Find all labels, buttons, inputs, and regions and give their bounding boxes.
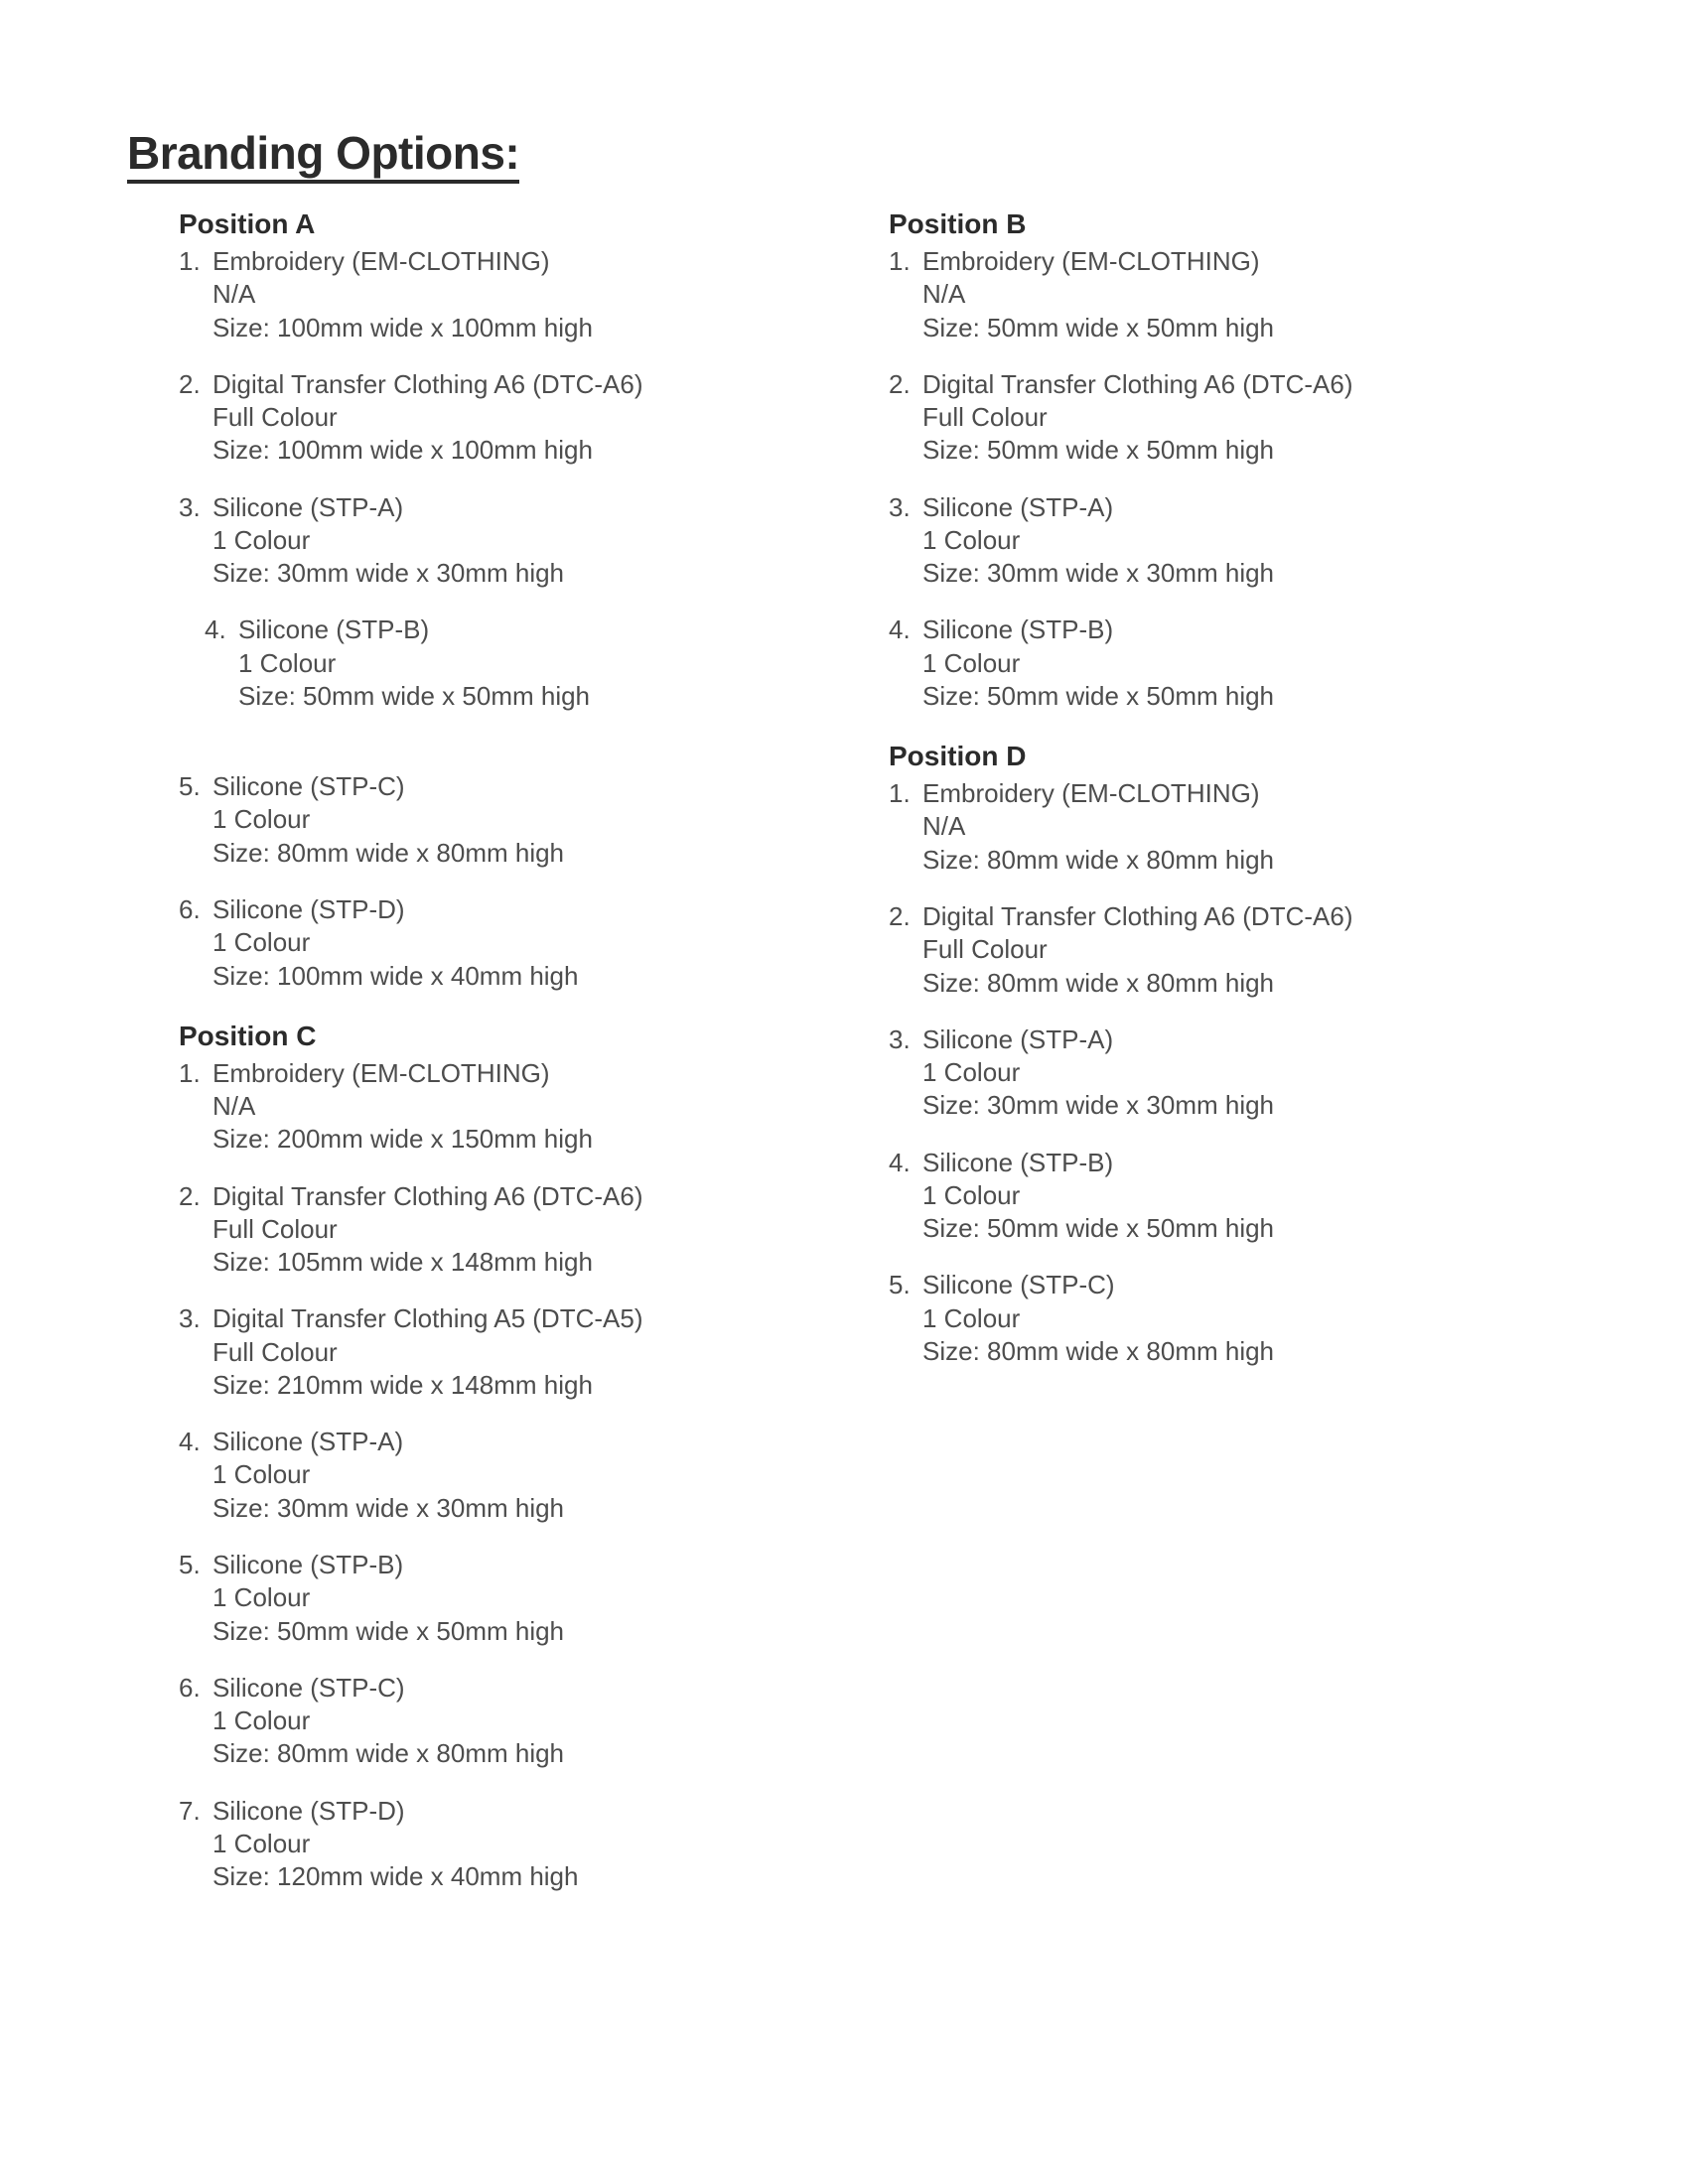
option-title: Digital Transfer Clothing A6 (DTC-A6) [212, 1180, 643, 1211]
option-number: 3. [889, 491, 911, 522]
position-block-b [889, 206, 1584, 713]
option-title-line [179, 1057, 874, 1090]
branding-option [889, 245, 1584, 344]
option-number: 5. [179, 771, 201, 802]
option-size: Size: 50mm wide x 50mm high [238, 680, 591, 711]
option-title: Silicone (STP-A) [922, 1024, 1114, 1054]
option-title-line [889, 1024, 1584, 1056]
branding-option [179, 1180, 874, 1280]
option-number: 3. [889, 1024, 911, 1054]
option-size: Size: 30mm wide x 30mm high [922, 1090, 1275, 1121]
option-title-line [179, 1549, 874, 1581]
branding-option [179, 1302, 874, 1402]
option-number: 5. [889, 1270, 911, 1300]
option-number: 1. [889, 246, 911, 276]
option-title-line [179, 491, 874, 524]
option-size: Size: 120mm wide x 40mm high [212, 1861, 579, 1892]
option-title-line [889, 777, 1584, 810]
option-colour: Full Colour [922, 402, 1048, 433]
option-colour: 1 Colour [238, 647, 337, 678]
option-number: 2. [889, 900, 911, 931]
option-colour: 1 Colour [922, 1302, 1021, 1333]
option-title-line [889, 614, 1584, 646]
position-c-heading: Position C [179, 1020, 317, 1051]
option-colour: N/A [922, 811, 966, 842]
option-title-line [205, 614, 874, 646]
option-colour: N/A [212, 1091, 256, 1122]
option-number: 5. [179, 1549, 201, 1579]
option-size: Size: 80mm wide x 80mm high [922, 967, 1275, 998]
option-size: Size: 30mm wide x 30mm high [922, 558, 1275, 589]
option-title-line [889, 1147, 1584, 1179]
position-block-d [889, 739, 1584, 1368]
option-colour: 1 Colour [212, 804, 311, 835]
option-number: 4. [889, 1147, 911, 1177]
option-size: Size: 80mm wide x 80mm high [922, 844, 1275, 875]
option-colour: Full Colour [212, 402, 338, 433]
option-size: Size: 80mm wide x 80mm high [212, 837, 565, 868]
branding-option [889, 1024, 1584, 1123]
option-title-line [889, 1269, 1584, 1301]
branding-option [179, 1549, 874, 1648]
option-title-line [889, 368, 1584, 401]
option-colour: 1 Colour [212, 927, 311, 958]
option-title-line [179, 1795, 874, 1828]
option-number: 3. [179, 1303, 201, 1334]
option-number: 4. [179, 1427, 201, 1457]
option-title: Digital Transfer Clothing A6 (DTC-A6) [922, 368, 1353, 399]
option-title-line [179, 893, 874, 926]
option-size: Size: 50mm wide x 50mm high [922, 312, 1275, 342]
option-title: Digital Transfer Clothing A6 (DTC-A6) [922, 900, 1353, 931]
option-title: Silicone (STP-C) [212, 771, 405, 802]
option-title-line [179, 1672, 874, 1705]
option-number: 1. [179, 1057, 201, 1088]
option-title: Silicone (STP-D) [212, 1795, 405, 1826]
option-title: Digital Transfer Clothing A5 (DTC-A5) [212, 1303, 643, 1334]
option-colour: N/A [212, 279, 256, 310]
option-colour: Full Colour [212, 1336, 338, 1367]
branding-option [205, 614, 874, 713]
branding-option [889, 368, 1584, 468]
option-title: Embroidery (EM-CLOTHING) [922, 778, 1260, 809]
option-size: Size: 100mm wide x 100mm high [212, 312, 593, 342]
branding-option [889, 1269, 1584, 1368]
layout-spacer [179, 737, 874, 770]
position-b-heading: Position B [889, 208, 1027, 239]
option-size: Size: 100mm wide x 100mm high [212, 435, 593, 466]
option-title: Silicone (STP-C) [212, 1672, 405, 1703]
option-title: Silicone (STP-B) [212, 1549, 404, 1579]
option-size: Size: 50mm wide x 50mm high [922, 680, 1275, 711]
option-title: Silicone (STP-B) [922, 1147, 1114, 1177]
option-colour: N/A [922, 279, 966, 310]
option-title-line [179, 245, 874, 278]
branding-option [889, 491, 1584, 591]
option-size: Size: 30mm wide x 30mm high [212, 1492, 565, 1523]
branding-option [179, 368, 874, 468]
option-number: 6. [179, 893, 201, 924]
option-title-line [179, 1180, 874, 1213]
branding-option [889, 614, 1584, 713]
option-title: Embroidery (EM-CLOTHING) [212, 1057, 550, 1088]
branding-option [179, 1795, 874, 1894]
option-size: Size: 80mm wide x 80mm high [212, 1738, 565, 1769]
left-column [179, 206, 874, 1919]
option-number: 4. [889, 614, 911, 645]
position-block-a [179, 206, 874, 993]
position-a-heading: Position A [179, 208, 316, 239]
option-size: Size: 200mm wide x 150mm high [212, 1124, 593, 1155]
option-colour: 1 Colour [212, 524, 311, 555]
option-number: 2. [889, 368, 911, 399]
option-title-line [179, 770, 874, 803]
option-number: 7. [179, 1795, 201, 1826]
option-size: Size: 50mm wide x 50mm high [212, 1615, 565, 1646]
branding-option [889, 1147, 1584, 1246]
option-number: 6. [179, 1672, 201, 1703]
option-colour: 1 Colour [922, 524, 1021, 555]
branding-option [179, 491, 874, 591]
branding-option [179, 893, 874, 993]
branding-option [179, 1057, 874, 1157]
option-colour: 1 Colour [922, 1057, 1021, 1088]
option-title: Digital Transfer Clothing A6 (DTC-A6) [212, 368, 643, 399]
option-title: Silicone (STP-A) [212, 491, 404, 522]
option-number: 1. [179, 246, 201, 276]
option-number: 1. [889, 778, 911, 809]
option-title: Embroidery (EM-CLOTHING) [212, 246, 550, 276]
option-title: Silicone (STP-C) [922, 1270, 1115, 1300]
option-colour: 1 Colour [212, 1706, 311, 1736]
option-size: Size: 30mm wide x 30mm high [212, 558, 565, 589]
option-title: Silicone (STP-B) [922, 614, 1114, 645]
branding-option [179, 1426, 874, 1525]
option-title: Silicone (STP-D) [212, 893, 405, 924]
option-title-line [179, 1426, 874, 1458]
option-colour: Full Colour [922, 934, 1048, 965]
option-size: Size: 100mm wide x 40mm high [212, 960, 579, 991]
position-block-c [179, 1019, 874, 1894]
option-colour: 1 Colour [922, 1179, 1021, 1210]
option-title-line [889, 900, 1584, 933]
option-number: 2. [179, 368, 201, 399]
option-colour: 1 Colour [212, 1828, 311, 1858]
option-number: 3. [179, 491, 201, 522]
branding-option [179, 245, 874, 344]
option-title-line [889, 245, 1584, 278]
option-size: Size: 50mm wide x 50mm high [922, 1213, 1275, 1244]
option-title-line [179, 368, 874, 401]
option-size: Size: 105mm wide x 148mm high [212, 1247, 593, 1278]
option-title: Silicone (STP-A) [922, 491, 1114, 522]
option-size: Size: 80mm wide x 80mm high [922, 1335, 1275, 1366]
branding-option [179, 770, 874, 870]
branding-option [889, 900, 1584, 1000]
option-title-line [179, 1302, 874, 1335]
option-size: Size: 50mm wide x 50mm high [922, 435, 1275, 466]
option-title: Silicone (STP-B) [238, 614, 430, 645]
option-colour: 1 Colour [922, 647, 1021, 678]
option-number: 4. [205, 614, 226, 645]
option-title: Silicone (STP-A) [212, 1427, 404, 1457]
option-title-line [889, 491, 1584, 524]
right-column [889, 206, 1584, 1394]
branding-option [179, 1672, 874, 1771]
option-size: Size: 210mm wide x 148mm high [212, 1369, 593, 1400]
option-number: 2. [179, 1180, 201, 1211]
option-colour: 1 Colour [212, 1459, 311, 1490]
position-d-heading: Position D [889, 741, 1027, 772]
branding-option [889, 777, 1584, 877]
option-colour: Full Colour [212, 1213, 338, 1244]
option-colour: 1 Colour [212, 1582, 311, 1613]
option-title: Embroidery (EM-CLOTHING) [922, 246, 1260, 276]
page-title: Branding Options: [127, 129, 519, 184]
